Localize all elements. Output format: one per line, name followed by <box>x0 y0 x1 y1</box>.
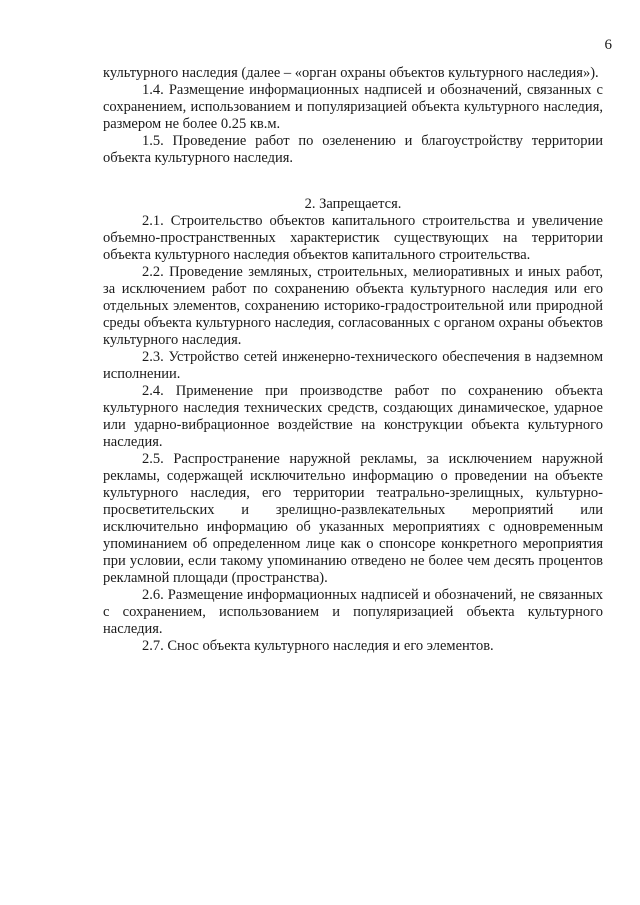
paragraph-2-3: 2.3. Устройство сетей инженерно-технического обеспечения в надземном исполнении. <box>103 349 603 382</box>
paragraph-2-4: 2.4. Применение при производстве работ по сохранению объекта культурного наследия технических средств, создающих динамическое, ударное или ударно-вибрационное воздействие на конструкции объекта культурного наследия. <box>103 383 603 450</box>
section-2-title: 2. Запрещается. <box>304 196 402 212</box>
document-body <box>103 65 603 655</box>
paragraph-1-4: 1.4. Размещение информационных надписей и обозначений, связанных с сохранением, использованием и популяризацией объекта культурного наследия, размером не более 0.25 кв.м. <box>103 82 603 132</box>
page-number: 6 <box>604 37 612 53</box>
paragraph-2-6: 2.6. Размещение информационных надписей и обозначений, не связанных с сохранением, использованием и популяризацией объекта культурного наследия. <box>103 587 603 637</box>
paragraph-2-5: 2.5. Распространение наружной рекламы, за исключением наружной рекламы, содержащей исключительно информацию о проведении на объекте культурного наследия, его территории театрально-зрелищных, культурно-просветительских и зрелищно-развлекательных мероприятий или исключительно информацию об указанных мероприятиях с одновременным упоминанием об определенном лице как о спонсоре конкретного мероприятия при условии, если такому упоминанию отведено не более чем десять процентов рекламной площади (пространства). <box>103 451 603 586</box>
paragraph-2-1: 2.1. Строительство объектов капитального строительства и увеличение объемно-пространственных характеристик существующих на территории объекта культурного наследия объектов капитального строительства. <box>103 213 603 263</box>
paragraph-1-5: 1.5. Проведение работ по озеленению и благоустройству территории объекта культурного наследия. <box>103 133 603 166</box>
paragraph-2-7: 2.7. Снос объекта культурного наследия и его элементов. <box>142 638 494 654</box>
paragraph-continuation: культурного наследия (далее – «орган охраны объектов культурного наследия»). <box>103 65 599 81</box>
paragraph-2-2: 2.2. Проведение земляных, строительных, мелиоративных и иных работ, за исключением работ по сохранению объекта культурного наследия или его отдельных элементов, сохранению историко-градостроительной или природной среды объекта культурного наследия, согласованных с органом охраны объектов культурного наследия. <box>103 264 603 348</box>
